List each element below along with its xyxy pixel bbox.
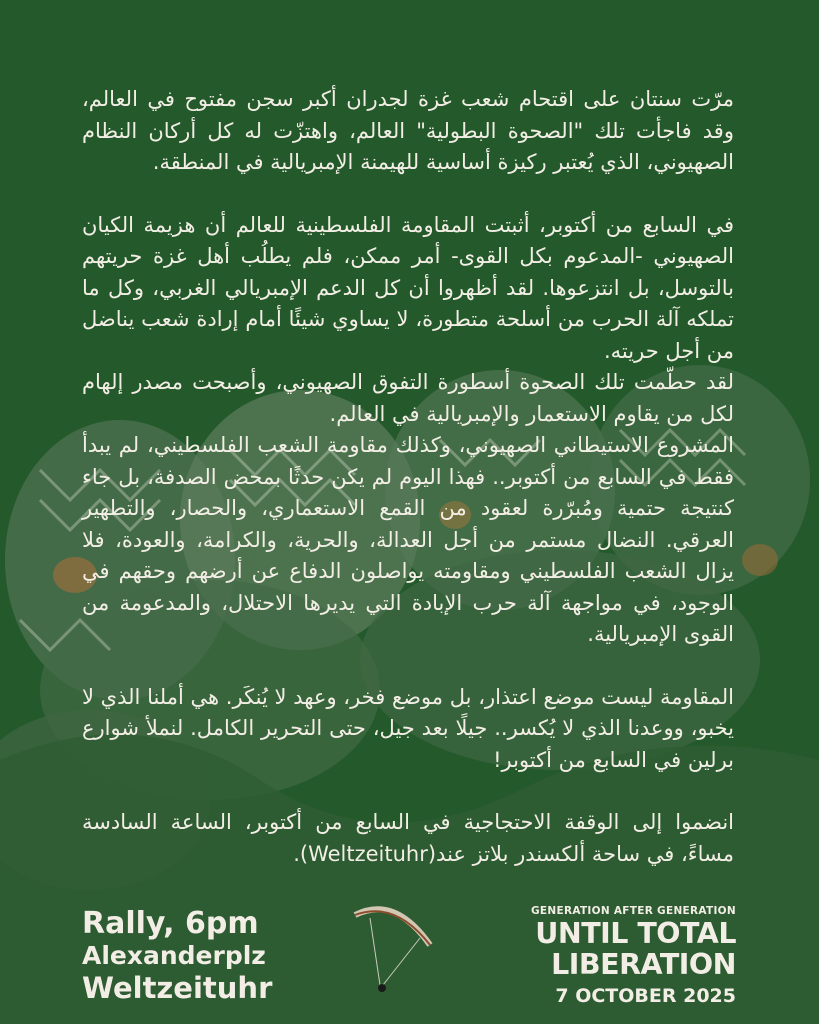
rally-location: Alexanderplz <box>82 941 266 970</box>
slogan-block <box>520 904 736 1010</box>
rally-time: Rally, 6pm <box>82 906 259 941</box>
paragraph-myth-broken: لقد حطّمت تلك الصحوة أسطورة التفوق الصهيوني، وأصبحت مصدر إلهام لكل من يقاوم الاستعمار والإمبريالية في العالم. <box>82 370 734 426</box>
rally-info <box>82 908 322 1004</box>
paragraph-intro: مرّت سنتان على اقتحام شعب غزة لجدران أكبر سجن مفتوح في العالم، وقد فاجأت تلك "الصحوة البطولية" العالم، واهتزّت له كل أركان النظام الصهيوني، الذي يُعتبر ركيزة أساسية للهيمنة الإمبريالية في المنطقة. <box>82 87 734 174</box>
slogan-line-2: LIBERATION <box>551 948 736 981</box>
event-date: 7 OCTOBER 2025 <box>555 985 736 1007</box>
paragraph-resistance: المقاومة ليست موضع اعتذار، بل موضع فخر، وعهد لا يُنكَر. هي أملنا الذي لا يخبو، ووعدنا الذي لا يُكسر.. جيلًا بعد جيل، حتى التحرير الكامل. لنملأ شوارع برلين في السابع من أكتوبر! <box>82 684 734 772</box>
paragraph-october-7: في السابع من أكتوبر، أثبتت المقاومة الفلسطينية للعالم أن هزيمة الكيان الصهيوني -المدعوم بكل القوى- أمر ممكن، فلم يطلُب أهل غزة حريتهم بالتوسل، بل انتزعوها. لقد أظهروا أن كل الدعم الإمبريالي الغربي، وكل ما تملكه آلة الحرب من أسلحة متطورة، لا يساوي شيئًا أمام إرادة شعب يناضل من أجل حريته. <box>82 212 734 363</box>
slogan-subtitle: GENERATION AFTER GENERATION <box>531 905 736 917</box>
rally-landmark: Weltzeituhr <box>82 971 273 1005</box>
paragraph-call-to-action: انضموا إلى الوقفة الاحتجاجية في السابع من أكتوبر، الساعة السادسة مساءً، في ساحة ألكسندر بلاتز عند(Weltzeituhr). <box>82 810 734 866</box>
arabic-text-block <box>82 84 734 901</box>
slogan-line-1: UNTIL TOTAL <box>535 917 736 950</box>
paragraph-history: المشروع الاستيطاني الصهيوني، وكذلك مقاومة الشعب الفلسطيني، لم يبدأ فقط في السابع من أكتوبر.. فهذا اليوم لم يكن حدثًا بمحض الصدفة، بل جاء كنتيجة حتمية ومُبرّرة لعقود من القمع الاستعماري، والحصار، والتطهير العرقي. النضال مستمر من أجل العدالة، والحرية، والكرامة، والعودة، فلا يزال الشعب الفلسطيني ومقاومته يواصلون الدفاع عن أرضهم وحقهم في الوجود، في مواجهة آلة حرب الإبادة التي يديرها الاحتلال، والمدعومة من القوى الإمبريالية. <box>82 433 734 646</box>
